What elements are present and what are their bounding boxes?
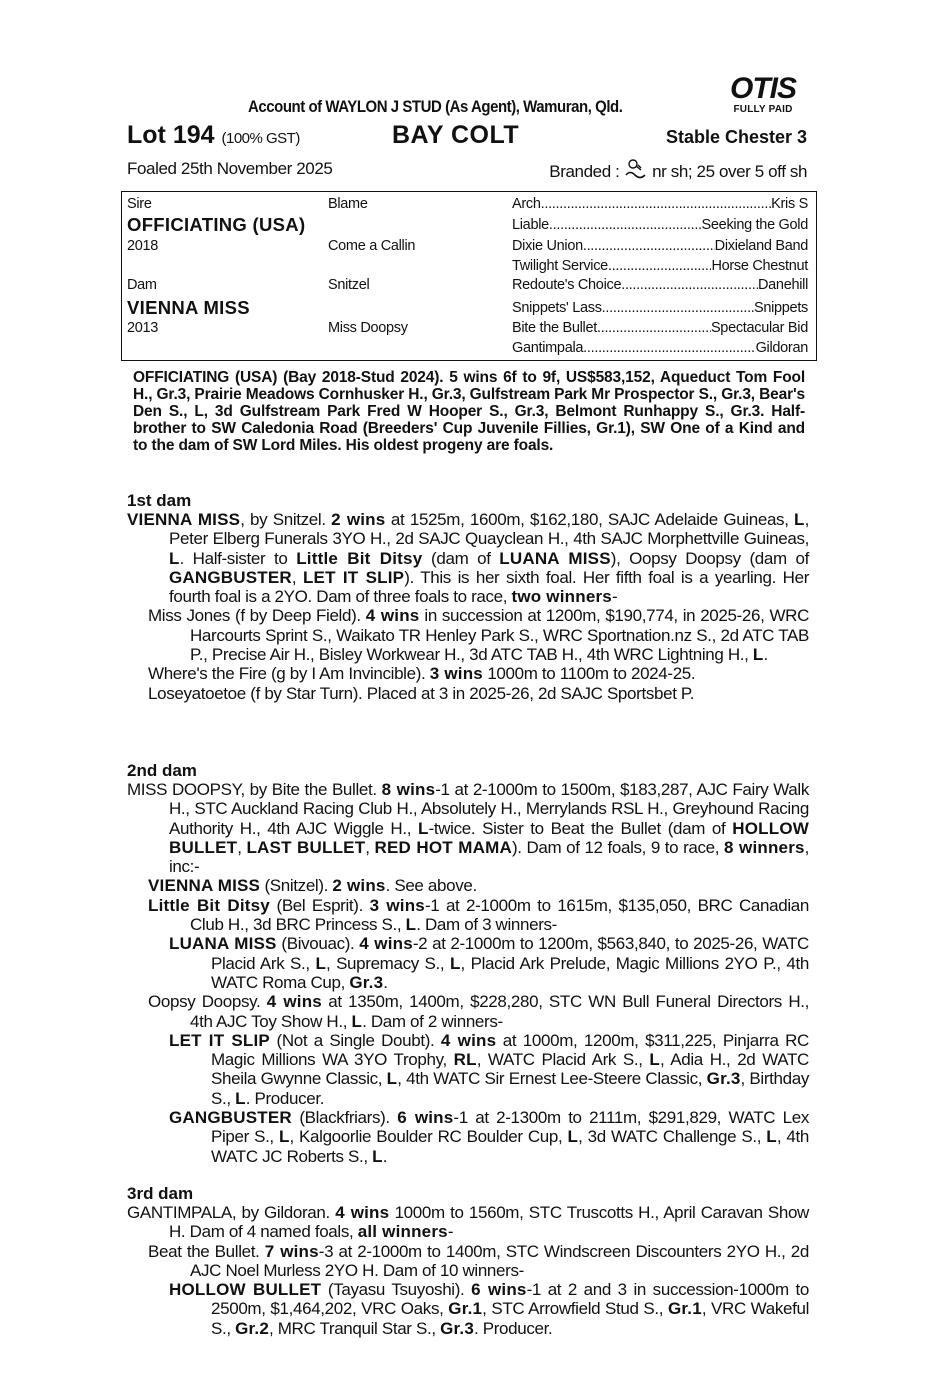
grandparent-left: Dixie Union <box>512 238 583 254</box>
dam-label: Dam <box>127 277 157 293</box>
grandparent-row <box>512 238 808 254</box>
race-record-entry: Oopsy Doopsy. 4 wins at 1350m, 1400m, $228,280, STC WN Bull Funeral Directors H., 4th AJC Toy Show H., L. Dam of 2 winners- <box>148 992 810 1031</box>
foaled-date: Foaled 25th November 2025 <box>127 159 333 178</box>
grandparent-row <box>512 320 808 336</box>
lot-label: Lot 194 <box>127 121 215 149</box>
first-dam-section <box>127 491 809 703</box>
sire-dam: Come a Callin <box>328 238 416 254</box>
sire-sire: Blame <box>328 196 368 212</box>
race-record-entry: Loseyatoetoe (f by Star Turn). Placed at 3 in 2025-26, 2d SAJC Sportsbet P. <box>148 683 695 703</box>
grandparent-right: Gildoran <box>755 340 808 356</box>
branded-info <box>549 159 807 182</box>
race-record-entry: Miss Jones (f by Deep Field). 4 wins in succession at 1200m, $190,774, in 2025-26, WRC Harcourts Sprint S., Waikato TR Henley Park S., WRC Sportnation.nz S., 2d ATC TAB P., Precise Air H., Bisley Workwear H., 3d ATC TAB H., 4th WRC Lightning H., L. <box>148 606 809 665</box>
race-record-entry: Where's the Fire (g by I Am Invincible). 3 wins 1000m to 1100m to 2024-25. <box>148 664 696 684</box>
otis-badge <box>718 74 808 115</box>
section-heading: 2nd dam <box>127 761 197 780</box>
grandparent-left: Gantimpala <box>512 340 584 356</box>
colour-sex: BAY COLT <box>392 121 520 149</box>
grandparent-left: Liable <box>512 217 549 233</box>
grandparent-right: Spectacular Bid <box>710 320 808 336</box>
dam-dam: Miss Doopsy <box>328 320 408 336</box>
race-record-entry: HOLLOW BULLET (Tayasu Tsuyoshi). 6 wins-1 at 2 and 3 in succession-1000m to 2500m, $1,464,202, VRC Oaks, Gr.1, STC Arrowfield Stud S., Gr.1, VRC Wakeful S., Gr.2, MRC Tranquil Star S., Gr.3. Producer. <box>169 1280 810 1338</box>
grandparent-row <box>512 277 808 293</box>
dam-entries <box>127 780 809 1166</box>
sire-summary: OFFICIATING (USA) (Bay 2018-Stud 2024). 5 wins 6f to 9f, US$583,152, Aqueduct Tom Fool H., Gr.3, Prairie Meadows Cornhusker H., Gr.3, Gulfstream Park Mr Prospector S., Gr.3, Bear's Den S., L, 3d Gulfstream Park Fred W Hooper S., Gr.3, Belmont Runhappy S., Gr.3. Half-brother to SW Caledonia Road (Breeders' Cup Juvenile Fillies, Gr.1), SW One of a Kind and to the dam of SW Lord Miles. His oldest progeny are foals. <box>133 369 805 454</box>
grandparent-right: Horse Chestnut <box>711 258 808 274</box>
race-record-entry: GANGBUSTER (Blackfriars). 6 wins-1 at 2-1300m to 2111m, $291,829, WATC Lex Piper S., L, Kalgoorlie Boulder RC Boulder Cup, L, 3d WATC Challenge S., L, 4th WATC JC Roberts S., L. <box>169 1108 809 1166</box>
race-record-entry: GANTIMPALA, by Gildoran. 4 wins 1000m to 1560m, STC Truscotts H., April Caravan Show H. Dam of 4 named foals, all winners- <box>127 1203 809 1242</box>
gst-note: (100% GST) <box>221 130 300 147</box>
race-record-entry: MISS DOOPSY, by Bite the Bullet. 8 wins-1 at 2-1000m to 1500m, $183,287, AJC Fairy Walk H., STC Auckland Racing Club H., Absolutely H., Merrylands RSL H., Greyhound Racing Authority H., 4th AJC Wiggle H., L-twice. Sister to Beat the Bullet (dam of HOLLOW BULLET, LAST BULLET, RED HOT MAMA). Dam of 12 foals, 9 to race, 8 winners, inc:- <box>127 780 810 877</box>
vendor-account: Account of WAYLON J STUD (As Agent), Wamuran, Qld. <box>248 97 623 116</box>
lot-number <box>127 121 300 150</box>
dam-entries <box>127 1203 809 1338</box>
branded-label: Branded : <box>549 162 620 181</box>
otis-status: FULLY PAID <box>733 104 793 115</box>
dam-name: VIENNA MISS <box>127 297 250 318</box>
grandparent-row <box>512 340 808 356</box>
grandparent-right: Danehill <box>758 277 808 293</box>
grandparent-left: Bite the Bullet <box>512 320 597 336</box>
grandparent-row <box>512 300 808 316</box>
grandparent-right: Snippets <box>753 300 808 316</box>
grandparent-right: Seeking the Gold <box>701 217 808 233</box>
otis-logo: OTIS <box>729 72 796 105</box>
second-dam-section <box>127 761 809 1166</box>
race-record-entry: Beat the Bullet. 7 wins-3 at 2-1000m to 1400m, STC Windscreen Discounters 2YO H., 2d AJC Noel Murless 2YO H. Dam of 10 winners- <box>148 1241 809 1280</box>
branded-text: nr sh; 25 over 5 off sh <box>652 162 807 181</box>
section-heading: 3rd dam <box>127 1184 194 1203</box>
race-record-entry: VIENNA MISS, by Snitzel. 2 wins at 1525m, 1600m, $162,180, SAJC Adelaide Guineas, L, Peter Elberg Funerals 3YO H., 2d SAJC Quayclean H., 4th SAJC Morphettville Guineas, L. Half-sister to Little Bit Ditsy (dam of LUANA MISS), Oopsy Doopsy (dam of GANGBUSTER, LET IT SLIP). This is her sixth foal. Her fifth foal is a yearling. Her fourth foal is a 2YO. Dam of three foals to race, two winners- <box>127 510 810 607</box>
sire-name: OFFICIATING (USA) <box>127 214 306 235</box>
grandparent-row <box>512 217 808 233</box>
dam-year: 2013 <box>127 320 159 336</box>
race-record-entry: VIENNA MISS (Snitzel). 2 wins. See above. <box>148 876 477 896</box>
section-heading: 1st dam <box>127 491 192 510</box>
grandparent-left: Twilight Service <box>512 258 608 274</box>
race-record-entry: LUANA MISS (Bivouac). 4 wins-2 at 2-1000m to 1200m, $563,840, to 2025-26, WATC Placid Ark S., L, Supremacy S., L, Placid Ark Prelude, Magic Millions 2YO P., 4th WATC Roma Cup, Gr.3. <box>169 934 809 992</box>
stable-location: Stable Chester 3 <box>665 127 807 147</box>
dam-entries <box>127 510 809 703</box>
race-record-entry: LET IT SLIP (Not a Single Doubt). 4 wins at 1000m, 1200m, $311,225, Pinjarra RC Magic Millions WA 3YO Trophy, RL, WATC Placid Ark S., L, Adia H., 2d WATC Sheila Gwynne Classic, L, 4th WATC Sir Ernest Lee-Steere Classic, Gr.3, Birthday S., L. Producer. <box>169 1030 809 1108</box>
grandparent-left: Snippets' Lass <box>512 300 602 316</box>
sire-year: 2018 <box>127 238 159 254</box>
grandparent-row <box>512 258 808 274</box>
grandparent-left: Arch <box>512 196 541 212</box>
grandparent-right: Kris S <box>771 196 808 212</box>
grandparent-row <box>512 196 808 212</box>
grandparent-left: Redoute's Choice <box>512 277 622 293</box>
sire-label: Sire <box>127 196 152 212</box>
grandparent-right: Dixieland Band <box>714 238 808 254</box>
brand-mark-icon <box>624 159 648 179</box>
pedigree-table <box>121 191 817 361</box>
dam-sire: Snitzel <box>328 277 370 293</box>
third-dam-section <box>127 1184 809 1338</box>
race-record-entry: Little Bit Ditsy (Bel Esprit). 3 wins-1 at 2-1000m to 1615m, $135,050, BRC Canadian Club H., 3d BRC Princess S., L. Dam of 3 winners- <box>148 895 809 935</box>
